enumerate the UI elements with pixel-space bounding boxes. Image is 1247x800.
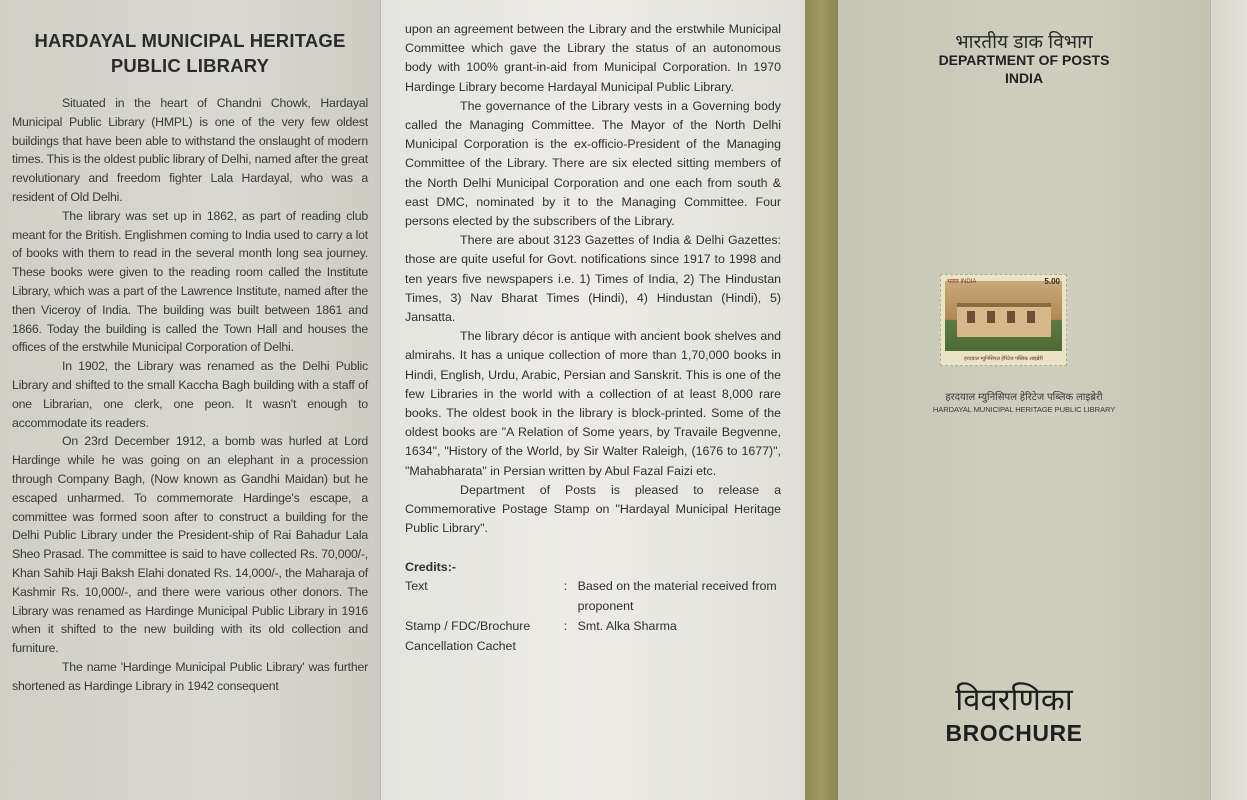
paragraph: Department of Posts is pleased to release a Commemorative Postage Stamp on "Hardayal Municipal Heritage Public Library". bbox=[405, 482, 781, 536]
credits-value: Based on the material received from proponent bbox=[577, 579, 777, 614]
paragraph: The library décor is antique with ancient book shelves and almirahs. It has a unique collection of more than 1,70,000 books in Hindi, English, Urdu, Arabic, Persian and Sanskrit. This is one of the few Libraries in the world with a collection of at least 8,000 rare books. The oldest book in the library is block-printed. Some of the oldest books are "A Relation of Some years, by Travaile Begvenne, 1634", "History of the World, by Sir Walter Raleigh, (1676 to 1677)", "Mahabharata" in Persian written by Abul Fazal Faizi etc. bbox=[405, 329, 781, 478]
brochure-title: BROCHURE bbox=[945, 720, 1083, 746]
window bbox=[1007, 311, 1015, 323]
credits-row bbox=[405, 576, 781, 616]
paragraph: upon an agreement between the Library and the erstwhile Municipal Committee which gave the Library the status of an autonomous body with 100% grant-in-aid from Municipal Corporation. In 1970 Hardinge Library become Hardayal Municipal Public Library. bbox=[405, 22, 781, 94]
paragraph: In 1902, the Library was renamed as the Delhi Public Library and shifted to the small Kaccha Bagh building with a staff of one Librarian, one clerk, one peon. It wasn't enough to accommodate its readers. bbox=[12, 359, 368, 430]
middle-body-text bbox=[405, 20, 781, 538]
cover-panel bbox=[838, 0, 1210, 800]
stamp-denomination: 5.00 bbox=[1044, 277, 1060, 286]
fold-strip bbox=[805, 0, 838, 800]
credits-label: Text bbox=[405, 579, 428, 594]
paragraph: The governance of the Library vests in a Governing body called the Managing Committee. The Mayor of the North Delhi Municipal Corporation is the ex-officio-President of the Managing Committee of the Library. There are six elected sitting members of the North Delhi Municipal Corporation and one each from south & east DMC, nominated by it to the Managing Committee. Four persons elected by the subscribers of the Library. bbox=[405, 98, 781, 229]
credits-heading: Credits:- bbox=[405, 560, 456, 575]
paragraph: The name 'Hardinge Municipal Public Library' was further shortened as Hardinge Library in 1942 consequent bbox=[12, 659, 368, 693]
country-line: INDIA bbox=[1004, 70, 1044, 86]
middle-panel bbox=[380, 0, 805, 800]
credits-value: Smt. Alka Sharma bbox=[577, 619, 677, 634]
department-name bbox=[838, 51, 1210, 87]
paragraph: On 23rd December 1912, a bomb was hurled at Lord Hardinge while he was going on an elephant in a procession through Company Bagh, (Now known as Gandhi Maidan) but he escaped unharmed. To commemorate Hardinge's escape, a committee was formed soon after to construct a building for the Delhi Public Library under the President-ship of Rai Bahadur Lala Sheo Prasad. The committee is said to have collected Rs. 70,000/-, Khan Sahib Haji Baksh Elahi donated Rs. 14,000/-, the Maharaja of Kashmir Rs. 10,000/-, and there were various other donors. The Library was renamed as Hardinge Municipal Public Library in 1916 when it shifted to the new building with its old collection and furniture. bbox=[12, 434, 368, 656]
stamp-inscription: हरदयाल म्युनिसिपल हेरिटेज पब्लिक लाइब्रेरी bbox=[964, 356, 1043, 362]
window bbox=[967, 311, 975, 323]
title-line-1: HARDAYAL MUNICIPAL HERITAGE bbox=[34, 30, 346, 51]
left-body-text bbox=[12, 94, 368, 696]
credits-label: Stamp / FDC/Brochure Cancellation Cachet bbox=[405, 619, 531, 654]
window bbox=[1027, 311, 1035, 323]
stamp-country-label: भारत INDIA bbox=[947, 279, 977, 285]
department-line: DEPARTMENT OF POSTS bbox=[938, 52, 1110, 68]
paragraph: Situated in the heart of Chandni Chowk, Hardayal Municipal Public Library (HMPL) is one of the very few oldest buildings that have been able to withstand the onslaught of modern times. This is the oldest public library of Delhi, named after the great revolutionary and freedom fighter Lala Hardayal, who was a resident of Old Delhi. bbox=[12, 96, 368, 204]
postage-stamp bbox=[940, 274, 1067, 366]
back-panel-edge bbox=[1210, 0, 1247, 800]
window bbox=[987, 311, 995, 323]
stamp-image bbox=[945, 281, 1062, 351]
hindi-department-heading: भारतीय डाक विभाग bbox=[955, 32, 1093, 53]
credits-separator: : bbox=[563, 619, 568, 634]
document-title bbox=[12, 28, 368, 78]
stamp-caption-hindi: हरदयाल म्युनिसिपल हेरिटेज पब्लिक लाइब्रेरी bbox=[945, 392, 1103, 403]
stamp-caption-english: HARDAYAL MUNICIPAL HERITAGE PUBLIC LIBRARY bbox=[932, 405, 1116, 414]
paragraph: The library was set up in 1862, as part of reading club meant for the British. Englishmen coming to India used to carry a lot of books with them to read in the several month long sea journey. These books were given to the reading room called the Institute Library, which was a part of the Lawrence Institute, named after the then Viceroy of India. The building was built between 1861 and 1866. Today the building is called the Town Hall and houses the offices of the erstwhile Municipal Corporation of Delhi. bbox=[12, 208, 368, 355]
credits-section bbox=[405, 560, 781, 656]
brochure-title-hindi: विवरणिका bbox=[955, 682, 1073, 717]
title-line-2: PUBLIC LIBRARY bbox=[110, 55, 270, 76]
left-panel bbox=[0, 0, 380, 800]
credits-row bbox=[405, 616, 781, 656]
paragraph: There are about 3123 Gazettes of India & Delhi Gazettes: those are quite useful for Govt. notifications since 1917 to 1998 and ten years five newspapers i.e. 1) Times of India, 2) The Hindustan Times, 3) Nav Bharat Times (Hindi), 4) Hindustan (Hindi), 5) Jansatta. bbox=[405, 233, 781, 325]
credits-separator: : bbox=[563, 579, 568, 594]
